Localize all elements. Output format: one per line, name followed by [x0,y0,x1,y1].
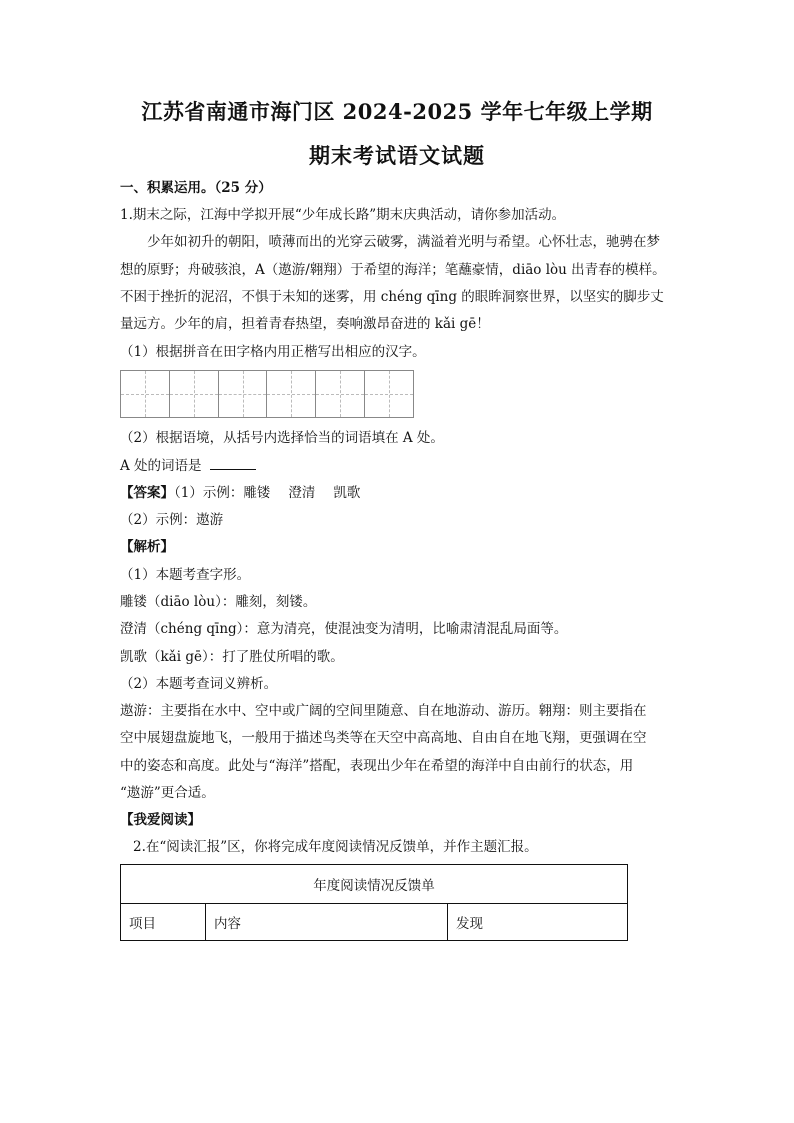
answer-blank[interactable] [210,455,256,470]
reading-section-label: 【我爱阅读】 [120,812,201,828]
question-1-sub2: （2）根据语境，从括号内选择恰当的词语填在 A 处。 [120,430,444,446]
grid-cell[interactable] [267,371,316,417]
table-header-cell: 发现 [448,904,628,941]
tianzige-writing-grid[interactable] [120,370,414,418]
grid-cell[interactable] [170,371,219,417]
page-subtitle: 期末考试语文试题 [309,143,485,168]
passage-line: 少年如初升的朝阳，喷薄而出的光穿云破雾，满溢着光明与希望。心怀壮志，驰骋在梦 [147,234,660,250]
table-title: 年度阅读情况反馈单 [121,865,628,904]
answer-text: （1）示例：雕镂 [174,485,271,501]
analysis-line: 雕镂（diāo lòu）：雕刻，刻镂。 [120,594,317,610]
question-1-intro: 1.期末之际，江海中学拟开展“少年成长路”期末庆典活动，请你参加活动。 [120,207,566,223]
analysis-line: 中的姿态和高度。此处与“海洋”搭配，表现出少年在希望的海洋中自由前行的状态，用 [120,758,634,774]
analysis-line: 空中展翅盘旋地飞，一般用于描述鸟类等在天空中高高地、自由自在地飞翔，更强调在空 [120,730,647,746]
analysis-line: 澄清（chéng qīng）：意为清亮，使混浊变为清明，比喻肃清混乱局面等。 [120,621,568,637]
question-2-intro: 2.在“阅读汇报”区，你将完成年度阅读情况反馈单，并作主题汇报。 [133,839,538,855]
grid-cell[interactable] [121,371,170,417]
passage-line: 量远方。少年的肩，担着青春热望，奏响激昂奋进的 kǎi gē！ [120,316,490,332]
analysis-line: （2）本题考查词义辨析。 [120,676,278,692]
analysis-line: （1）本题考查字形。 [120,567,251,583]
grid-cell[interactable] [316,371,365,417]
section-heading: 一、积累运用。（25 分） [120,180,272,196]
analysis-line: 凯歌（kǎi gē）：打了胜仗所唱的歌。 [120,649,344,665]
answer-line-1 [120,483,680,503]
grid-cell[interactable] [365,371,413,417]
analysis-line: 遨游：主要指在水中、空中或广阔的空间里随意、自在地游动、游历。翱翔：则主要指在 [120,703,647,719]
reading-feedback-table [120,864,628,941]
answer-label: 【答案】 [120,485,174,501]
blank-label: A 处的词语是 [120,458,202,474]
question-1-sub1: （1）根据拼音在田字格内用正楷写出相应的汉字。 [120,344,426,360]
analysis-label: 【解析】 [120,539,174,555]
passage-line: 想的原野；舟破骇浪，A（遨游/翱翔）于希望的海洋；笔蘸豪情，diāo lòu 出青春的模样。 [120,262,666,278]
passage-line: 不困于挫折的泥沼，不惧于未知的迷雾，用 chéng qīng 的眼眸洞察世界，以坚实的脚步丈 [120,289,664,305]
grid-cell[interactable] [219,371,268,417]
table-header-row [121,904,628,941]
table-header-cell: 项目 [121,904,206,941]
table-header-cell: 内容 [206,904,448,941]
page-title: 江苏省南通市海门区 2024-2025 学年七年级上学期 [141,99,653,124]
answer-blank-line [120,455,680,476]
analysis-line: “遨游”更合适。 [120,785,215,801]
answer-word: 凯歌 [333,485,361,501]
answer-word: 澄清 [288,485,316,501]
answer-line-2: （2）示例：遨游 [120,512,224,528]
